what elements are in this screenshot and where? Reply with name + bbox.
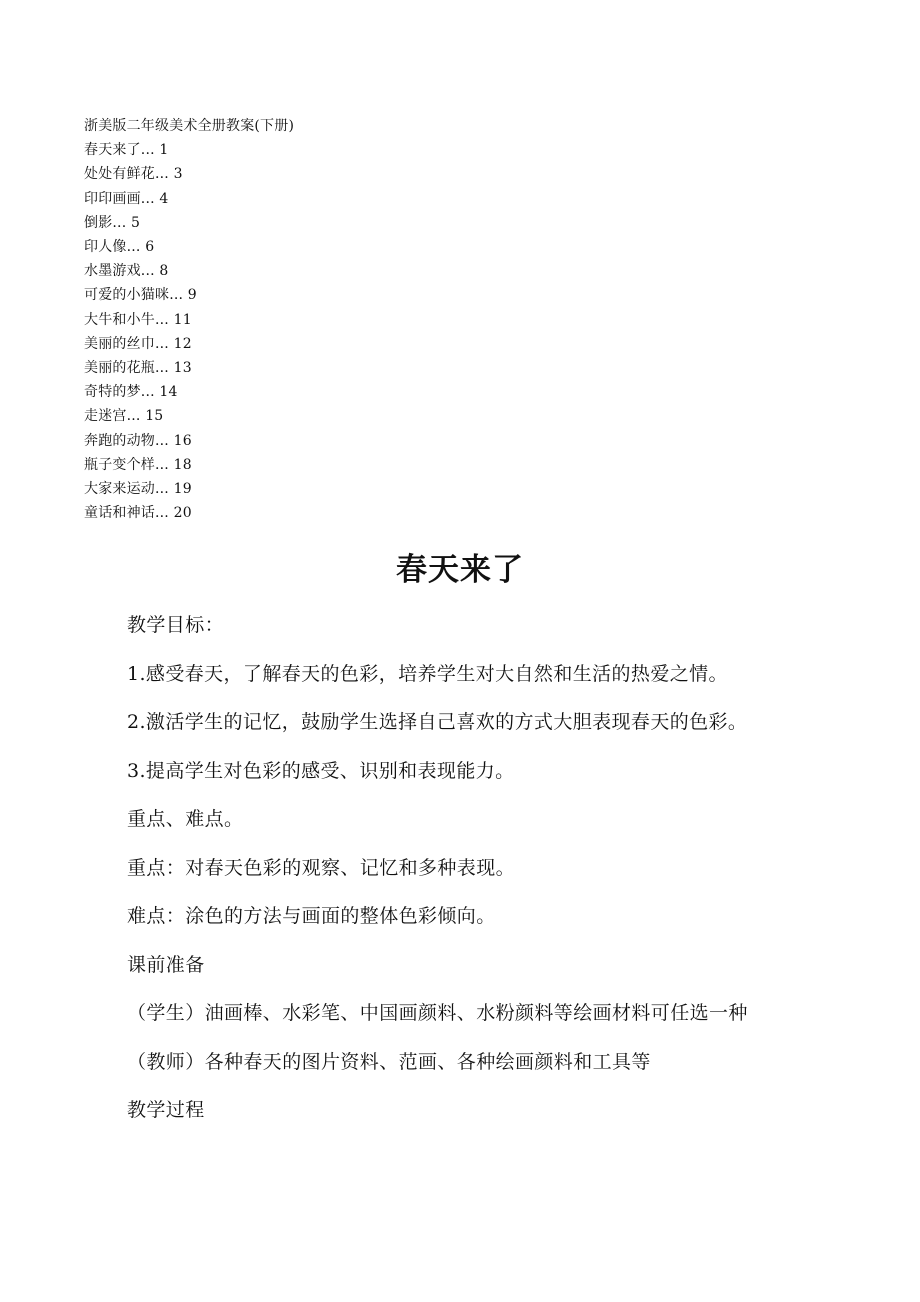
objective-item: 1.感受春天，了解春天的色彩，培养学生对大自然和生活的热爱之情。 (127, 662, 728, 685)
toc-item[interactable]: 奔跑的动物... 16 (84, 432, 192, 449)
objective-item: 3.提高学生对色彩的感受、识别和表现能力。 (127, 759, 515, 782)
student-materials: （学生）油画棒、水彩笔、中国画颜料、水粉颜料等绘画材料可任选一种 (127, 1002, 748, 1024)
toc-heading: 浙美版二年级美术全册教案(下册) (84, 118, 295, 134)
table-of-contents (84, 114, 844, 525)
process-heading: 教学过程 (127, 1099, 205, 1121)
objectives-heading: 教学目标： (127, 614, 225, 636)
toc-item[interactable]: 大牛和小牛... 11 (84, 311, 192, 328)
lesson-title: 春天来了 (396, 552, 524, 588)
key-points-heading: 重点、难点。 (127, 808, 244, 830)
toc-item[interactable]: 童话和神话... 20 (84, 505, 192, 522)
toc-item[interactable]: 印印画画... 4 (84, 190, 169, 207)
toc-item[interactable]: 美丽的花瓶... 13 (84, 360, 192, 377)
objective-item: 2.激活学生的记忆，鼓励学生选择自己喜欢的方式大胆表现春天的色彩。 (127, 711, 748, 733)
toc-item[interactable]: 大家来运动... 19 (84, 481, 192, 498)
teacher-materials: （教师）各种春天的图片资料、范画、各种绘画颜料和工具等 (127, 1050, 651, 1073)
toc-item[interactable]: 处处有鲜花... 3 (84, 166, 183, 183)
toc-item[interactable]: 瓶子变个样... 18 (84, 456, 192, 473)
toc-item[interactable]: 倒影... 5 (84, 214, 141, 231)
preparation-heading: 课前准备 (127, 953, 205, 976)
difficult-point: 难点：涂色的方法与画面的整体色彩倾向。 (127, 905, 496, 927)
toc-item[interactable]: 奇特的梦... 14 (84, 384, 178, 401)
toc-item[interactable]: 印人像... 6 (84, 239, 155, 256)
toc-item[interactable]: 美丽的丝巾... 12 (84, 335, 192, 352)
lesson-body (84, 601, 814, 1135)
toc-item[interactable]: 水墨游戏... 8 (84, 263, 169, 280)
key-point: 重点：对春天色彩的观察、记忆和多种表现。 (127, 856, 516, 879)
toc-item[interactable]: 走迷宫... 15 (84, 408, 164, 425)
toc-item[interactable]: 春天来了... 1 (84, 142, 169, 159)
toc-item[interactable]: 可爱的小猫咪... 9 (84, 287, 197, 304)
